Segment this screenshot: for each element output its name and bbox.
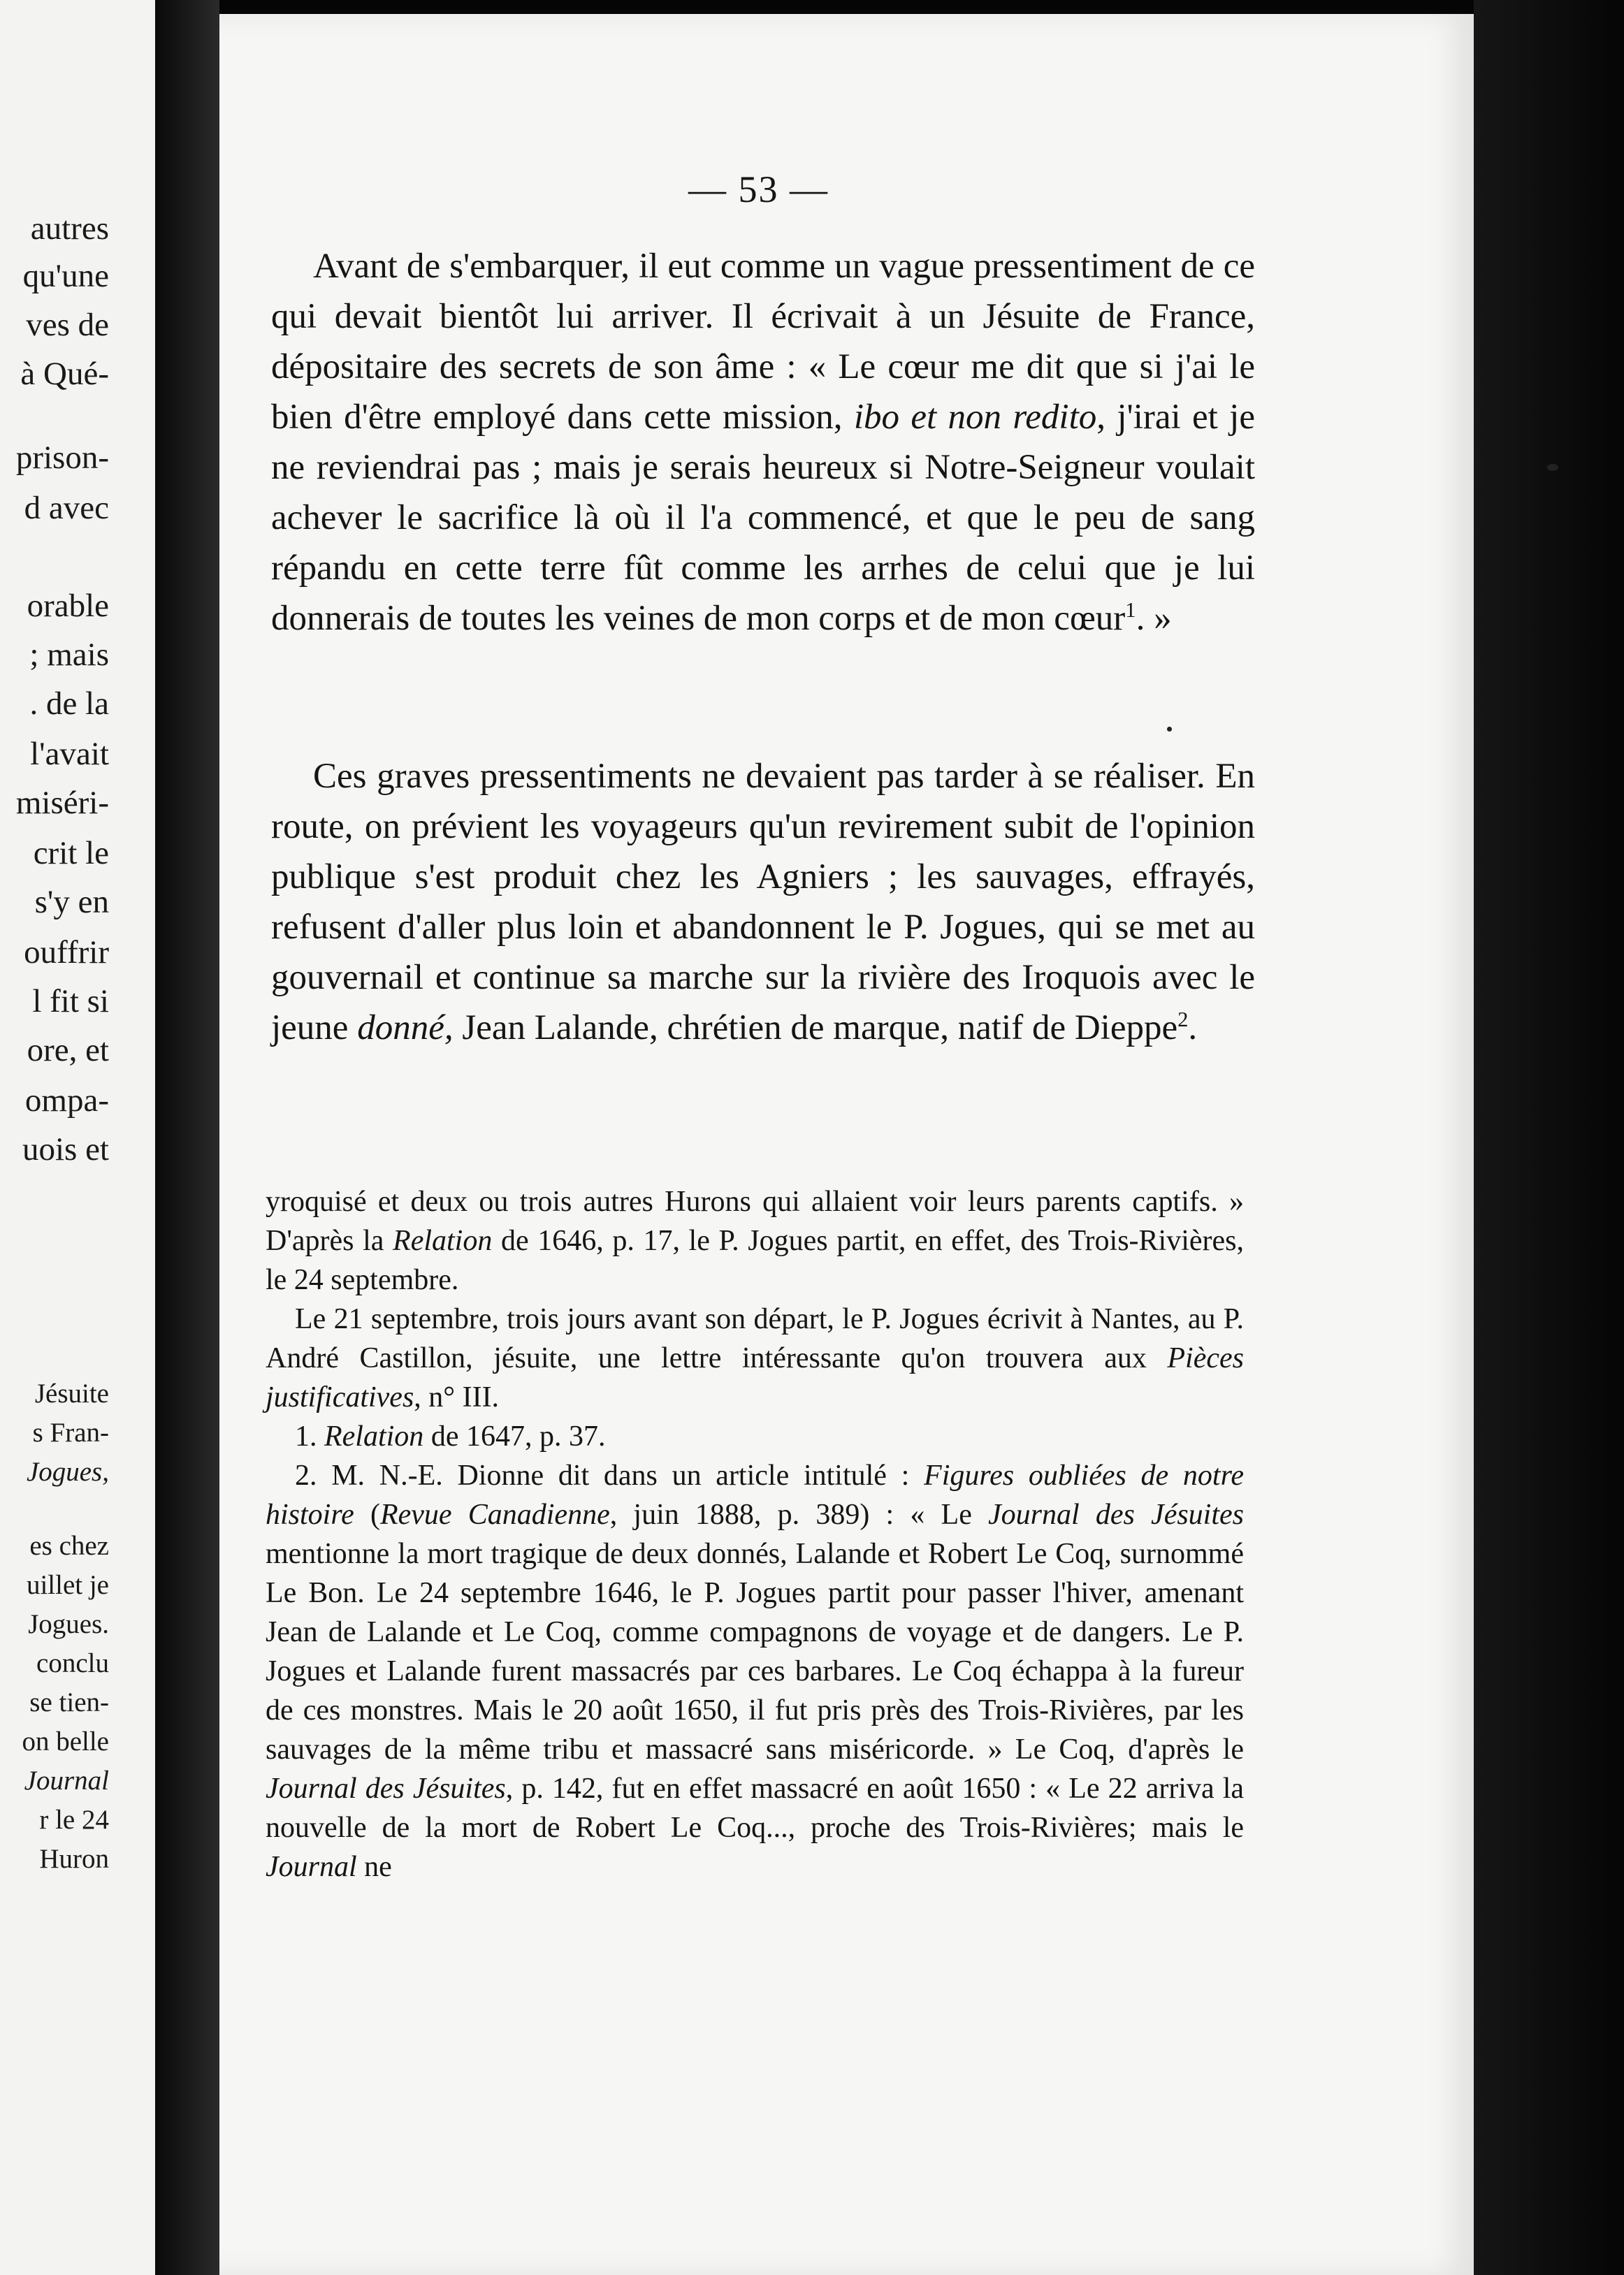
paragraph-2-part-a: Ces graves pressentiments ne devaient pas tarder à se réaliser. En route, on prévient les voyageurs qu'un revirement subit de l'opinion publique s'est produit chez les Agniers ; les sauvages, effrayés, refusent d'aller plus loin et abandonnent le P. Jogues, qui se met au gouvernail et continue sa marche sur la rivière des Iroquois avec le jeune [271,757,1255,1047]
footnote-2-article-title: Figures oubliées de notre histoire [266,1460,1245,1531]
facing-page-line: orable [27,588,109,624]
footnotes [266,1182,1244,1887]
paragraph-1-part-b: , j'irai et je ne reviendrai pas ; mais je serais heureux si Notre-Seigneur voulait achever le sacrifice là où il l'a commencé, et que le peu de sang répandu en cette terre fût comme les arrhes de celui que je lui donnerais de toutes les veines de mon corps et de mon cœur [271,398,1255,638]
footnote-2-journal-jesuites-1: Journal des Jésuites [988,1499,1245,1531]
facing-page-line: ouffrir [24,934,109,971]
footnote-letter-italic: Pièces justificatives [266,1342,1244,1413]
footnote-2-part-e: , p. 142, fut en effet massacré en août 1650 : « Le 22 arriva la nouvelle de la mort de Robert Le Coq..., proche des Trois-Rivières; mais le [266,1773,1245,1844]
footnote-letter-part-b: , n° III. [414,1381,500,1413]
paragraph-2-part-c: . [1188,1008,1198,1047]
footnote-1-marker: 1. [295,1420,317,1453]
footnote-2-part-a: M. N.-E. Dionne dit dans un article intitulé : [317,1460,925,1492]
facing-page-line: qu'une [22,258,109,294]
facing-page-line: crit le [33,835,109,871]
paragraph-1-text [271,241,1255,644]
facing-page-line: d avec [24,490,109,526]
facing-page-note-line: Jogues, [26,1457,109,1487]
footnote-continued-part-a: yroquisé et deux ou trois autres Hurons qui allaient voir leurs parents captifs. » D'après la [266,1186,1244,1257]
facing-page-line: ompa- [24,1082,109,1119]
facing-page-note-line: r le 24 [39,1805,109,1835]
facing-page-line: à Qué- [20,356,109,392]
footnote-continued-italic: Relation [393,1225,493,1257]
footnote-1-italic: Relation [324,1420,424,1453]
footnote-continued [266,1182,1244,1300]
facing-page-note-line: es chez [29,1531,109,1561]
footnote-2-journal: Journal [266,1851,357,1883]
footnote-ref-1: 1 [1125,598,1136,622]
facing-page-note-line: on belle [22,1727,109,1757]
body-paragraph-1 [271,241,1255,644]
facing-page-line: ves de [26,307,109,343]
body-paragraph-2 [271,751,1255,1053]
facing-page-note-line: conclu [36,1648,109,1678]
facing-page-note-line: se tien- [29,1687,109,1717]
footnote-letter [266,1300,1244,1417]
facing-page-note-line: Huron [39,1844,109,1874]
paragraph-2-text [271,751,1255,1053]
facing-page-note-line: Journal [24,1766,109,1796]
latin-phrase: ibo et non redito [853,398,1097,437]
facing-page-line: prison- [15,439,109,476]
footnote-ref-2: 2 [1177,1008,1189,1031]
scan-speck [1167,727,1172,732]
footnote-2-journal-jesuites-2: Journal des Jésuites [266,1773,506,1805]
footnote-2-part-c: , juin 1888, p. 389) : « Le [609,1499,989,1531]
footnote-continued-part-b: de 1646, p. 17, le P. Jogues partit, en effet, des Trois-Rivières, le 24 septembre. [266,1225,1244,1296]
footnote-1-text: de 1647, p. 37. [423,1420,606,1453]
facing-page-line: l'avait [30,736,109,772]
facing-page-line: l fit si [32,983,109,1019]
facing-page-line: s'y en [34,884,109,920]
footnote-2-part-d: mentionne la mort tragique de deux donnés, Lalande et Robert Le Coq, surnommé Le Bon. Le 24 septembre 1646, le P. Jogues partit pour passer l'hiver, amenant Jean de Lalande et Le Coq, comme compagnons de voyage et de dangers. Le P. Jogues et Lalande furent massacrés par ces barbares. Le Coq échappa à la fureur de ces monstres. Mais le 20 août 1650, il fut pris près des Trois-Rivières, par les sauvages de la même tribu et massacré sans miséricorde. » Le Coq, d'après le [266,1538,1244,1766]
facing-page-note-line: Jésuite [34,1379,109,1409]
facing-page-line: autres [30,210,109,247]
facing-page-strip [0,0,155,2275]
footnote-2 [266,1456,1244,1887]
facing-page-line: uois et [22,1131,109,1168]
footnote-2-journal-name: Revue Canadienne [379,1499,610,1531]
facing-page-line: . de la [29,685,109,722]
facing-page-note-line: uillet je [26,1570,109,1600]
facing-page-line: miséri- [15,785,109,821]
footnote-2-marker: 2. [295,1460,317,1492]
footnote-1 [266,1417,1244,1456]
scan-right-edge [1474,0,1624,2275]
facing-page-note-line: s Fran- [32,1418,109,1448]
paragraph-1-part-c: . » [1136,599,1172,638]
footnote-letter-part-a: Le 21 septembre, trois jours avant son départ, le P. Jogues écrivit à Nantes, au P. André Castillon, jésuite, une lettre intéressante qu'on trouvera aux [266,1303,1244,1374]
footnote-2-part-b: ( [354,1499,380,1531]
facing-page-line: ; mais [29,637,109,673]
footnote-2-part-f: ne [356,1851,392,1883]
italic-donne: donné, [357,1008,454,1047]
facing-page-note-line: Jogues. [28,1609,109,1639]
paragraph-2-part-b: Jean Lalande, chrétien de marque, natif de Dieppe [453,1008,1178,1047]
book-gutter [155,0,219,2275]
facing-page-line: ore, et [27,1032,109,1068]
paragraph-1-part-a: Avant de s'embarquer, il eut comme un vague pressentiment de ce qui devait bientôt lui arriver. Il écrivait à un Jésuite de France, dépositaire des secrets de son âme : « Le cœur me dit que si j'ai le bien d'être employé dans cette mission, [271,247,1255,437]
page-number: — 53 — [688,168,829,210]
scan-speck [1547,464,1558,471]
